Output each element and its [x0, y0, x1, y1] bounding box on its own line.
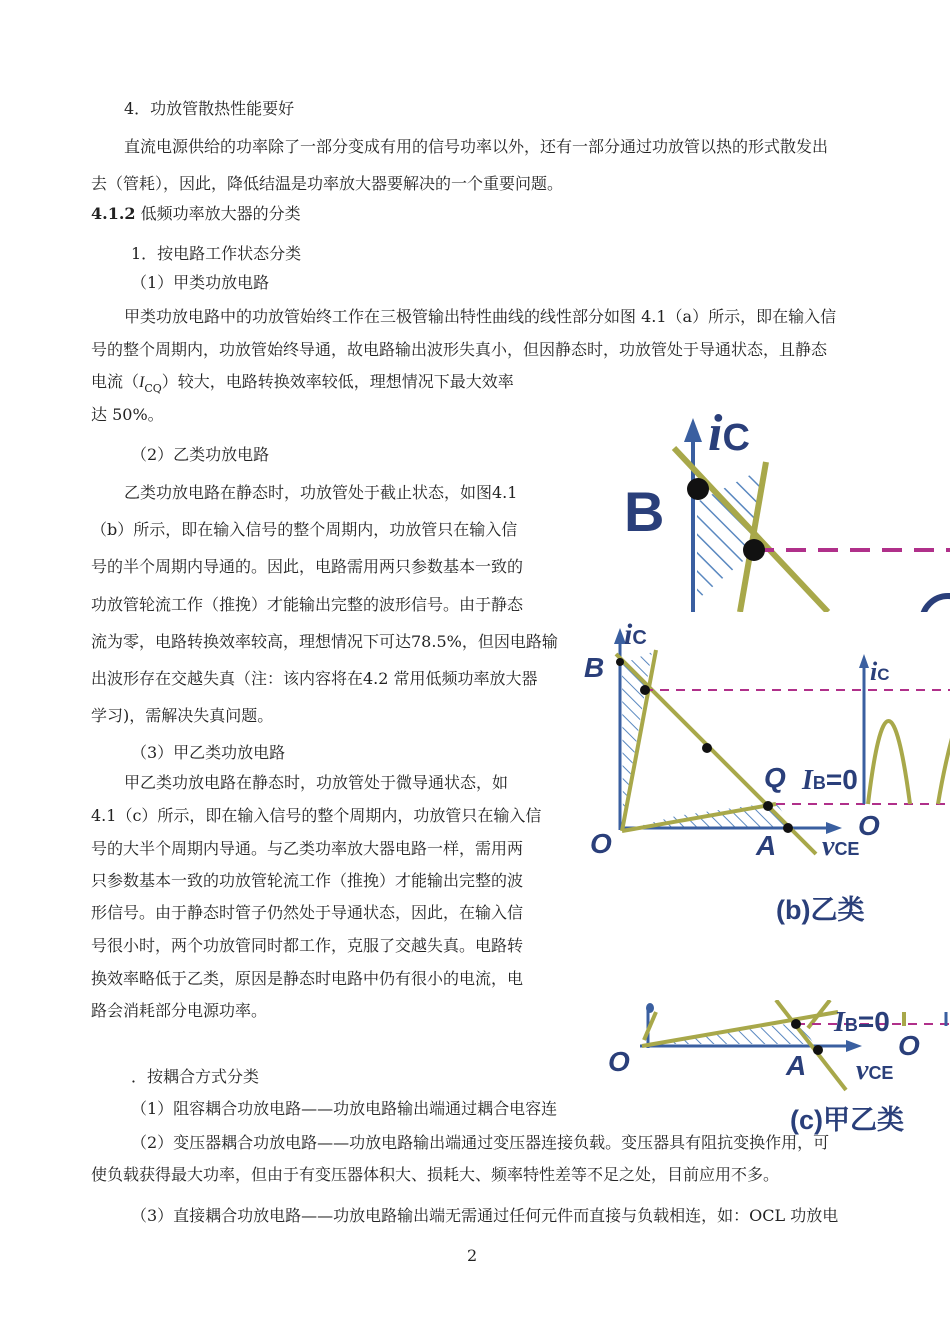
figure-b-class-b	[576, 618, 950, 934]
figure-b-point-top	[616, 658, 624, 666]
class-ab-line2: 4.1（c）所示，即在输入信号的整个周期内，功放管只在输入信	[91, 806, 542, 825]
para-heat-line1: 直流电源供给的功率除了一部分变成有用的信号功率以外，还有一部分通过功放管以热的形式散发出	[124, 137, 829, 156]
figure-b-origin-label: O	[590, 828, 612, 859]
class-b-title: （2）乙类功放电路	[131, 445, 270, 464]
class-a-line4: 达 50%。	[91, 405, 164, 424]
figure-b-caption: (b)乙类	[776, 895, 865, 925]
figure-b-ib-i: I	[802, 765, 813, 796]
figure-b-point-mid	[702, 743, 712, 753]
figure-b-origin2-label: O	[858, 810, 880, 841]
figure-c-ib-label	[834, 1006, 890, 1041]
figure-a-b-label: B	[624, 480, 665, 543]
figure-b-q-label: Q	[764, 762, 786, 793]
icq-symbol: I	[139, 374, 145, 391]
class-ab-line1: 甲乙类功放电路在静态时，功放管处于微导通状态，如	[124, 773, 509, 792]
icq-subscript: CQ	[144, 382, 162, 395]
para-heat-line2: 去（管耗），因此，降低结温是功率放大器要解决的一个重要问题。	[91, 174, 564, 193]
figure-a-y-arrow	[684, 418, 702, 442]
figure-c-a-label: A	[786, 1050, 807, 1081]
transformer-coupling-line2: 使负载获得最大功率，但由于有变压器体积大、损耗大、频率特性差等不足之处，目前应用不多。	[91, 1165, 780, 1184]
class-b-line4: 功放管轮流工作（推挽）才能输出完整的波形信号。由于静态	[91, 595, 524, 614]
figure-b-vce-label	[822, 830, 859, 865]
figure-a-point-b	[687, 478, 709, 500]
transformer-coupling-line1: （2）变压器耦合功放电路——功放电路输出端通过变压器连接负载。变压器具有阻抗变换作用，可	[131, 1133, 830, 1152]
figure-c-ib-value: =0	[857, 1006, 890, 1037]
class-ab-line3: 号的大半个周期内导通。与乙类功率放大器电路一样，需用两	[91, 839, 524, 858]
class-ab-line7: 换效率略低于乙类，原因是静态时电路中仍有很小的电流，电	[91, 969, 524, 988]
figure-a-point-q	[743, 539, 765, 561]
figure-c-class-ab	[580, 1000, 950, 1140]
figure-c-ce: CE	[868, 1063, 894, 1083]
section-heading	[91, 204, 301, 224]
class-b-line3: 号的半个周期内导通的。因此，电路需用两只参数基本一致的	[91, 557, 524, 576]
class-b-line5: 流为零，电路转换效率较高，理想情况下可达78.5%，但因电路输	[91, 632, 558, 651]
class-a-line3	[91, 372, 514, 399]
class-ab-line8: 路会消耗部分电源功率。	[91, 1001, 268, 1020]
figure-b-half-wave	[868, 721, 910, 804]
figure-b-y2-arrow	[859, 654, 869, 668]
figure-b-svg	[576, 618, 950, 934]
subsection-working-state: 1．按电路工作状态分类	[131, 244, 302, 263]
figure-b-i: i	[624, 618, 633, 651]
direct-coupling-line: （3）直接耦合功放电路——功放电路输出端无需通过任何元件而直接与负载相连，如：OCL 功放电	[131, 1206, 839, 1225]
figure-b-b-label: B	[584, 652, 605, 683]
page-number: 2	[467, 1246, 478, 1265]
class-b-line2: （b）所示，即在输入信号的整个周期内，功放管只在输入信	[91, 520, 518, 539]
figure-c-origin-label: O	[608, 1046, 630, 1077]
figure-a-i: i	[708, 405, 723, 462]
figure-a-c: C	[722, 417, 750, 459]
class-b-line7: 学习)，需解决失真问题。	[91, 706, 274, 725]
figure-b-c2: C	[877, 665, 890, 684]
figure-c-y-arrow-tip	[646, 1003, 654, 1013]
class-ab-title: （3）甲乙类功放电路	[131, 743, 286, 762]
figure-c-origin2-label: O	[898, 1030, 920, 1061]
rc-coupling-line: （1）阻容耦合功放电路——功放电路输出端通过耦合电容连	[131, 1099, 558, 1118]
figure-c-caption: (c)甲乙类	[790, 1105, 904, 1135]
figure-a-class-a	[580, 400, 950, 612]
class-a-line1: 甲类功放电路中的功放管始终工作在三极管输出特性曲线的线性部分如图 4.1（a）所示，即在输入信	[124, 307, 837, 326]
figure-b-ce: CE	[834, 839, 860, 859]
figure-c-ib-i: I	[834, 1007, 845, 1038]
figure-b-point-q	[763, 801, 773, 811]
figure-c-point-a	[813, 1045, 823, 1055]
figure-c-vce-label	[856, 1054, 893, 1089]
figure-b-ib-label	[802, 764, 858, 799]
class-a-line3-start: 电流（	[91, 372, 140, 391]
figure-b-ic-label	[624, 618, 647, 655]
figure-b-c: C	[632, 627, 647, 649]
figure-b-v: v	[822, 831, 835, 862]
subsection-coupling: ．按耦合方式分类	[131, 1067, 260, 1086]
class-a-title: （1）甲类功放电路	[131, 273, 270, 292]
figure-b-i2: i	[870, 657, 878, 686]
figure-b-a-label: A	[756, 830, 777, 861]
figure-b-point-b	[640, 685, 650, 695]
figure-a-ic-label	[708, 403, 750, 468]
para-heat-title: 4．功放管散热性能要好	[124, 99, 295, 118]
figure-a-origin-arc	[922, 596, 950, 612]
class-a-line3-end: ）较大，电路转换效率较低，理想情况下最大效率	[161, 372, 514, 391]
figure-c-v: v	[856, 1055, 869, 1086]
section-number: 4.1.2	[91, 204, 136, 223]
class-b-line1: 乙类功放电路在静态时，功放管处于截止状态，如图4.1	[124, 483, 518, 502]
figure-c-point-q	[791, 1019, 801, 1029]
figure-c-x-arrow	[846, 1040, 862, 1052]
class-ab-line6: 号很小时，两个功放管同时都工作，克服了交越失真。电路转	[91, 936, 524, 955]
figure-b-ic2-label	[870, 656, 890, 690]
section-title: 低频功率放大器的分类	[140, 204, 301, 223]
class-a-line2: 号的整个周期内，功放管始终导通，故电路输出波形失真小，但因静态时，功放管处于导通状态，且静态	[91, 340, 828, 359]
class-ab-line5: 形信号。由于静态时管子仍然处于导通状态，因此，在输入信	[91, 903, 524, 922]
class-ab-line4: 只参数基本一致的功放管轮流工作（推挽）才能输出完整的波	[91, 871, 524, 890]
figure-b-half-wave-next	[938, 738, 950, 804]
class-b-line6: 出波形存在交越失真（注：该内容将在4.2 常用低频功率放大器	[91, 669, 538, 688]
figure-c-ib-sub: B	[844, 1015, 858, 1035]
figure-b-ib-value: =0	[825, 764, 858, 795]
figure-c-curve-steep	[644, 1012, 656, 1040]
figure-b-point-a	[783, 823, 793, 833]
figure-b-ib-sub: B	[812, 773, 826, 793]
